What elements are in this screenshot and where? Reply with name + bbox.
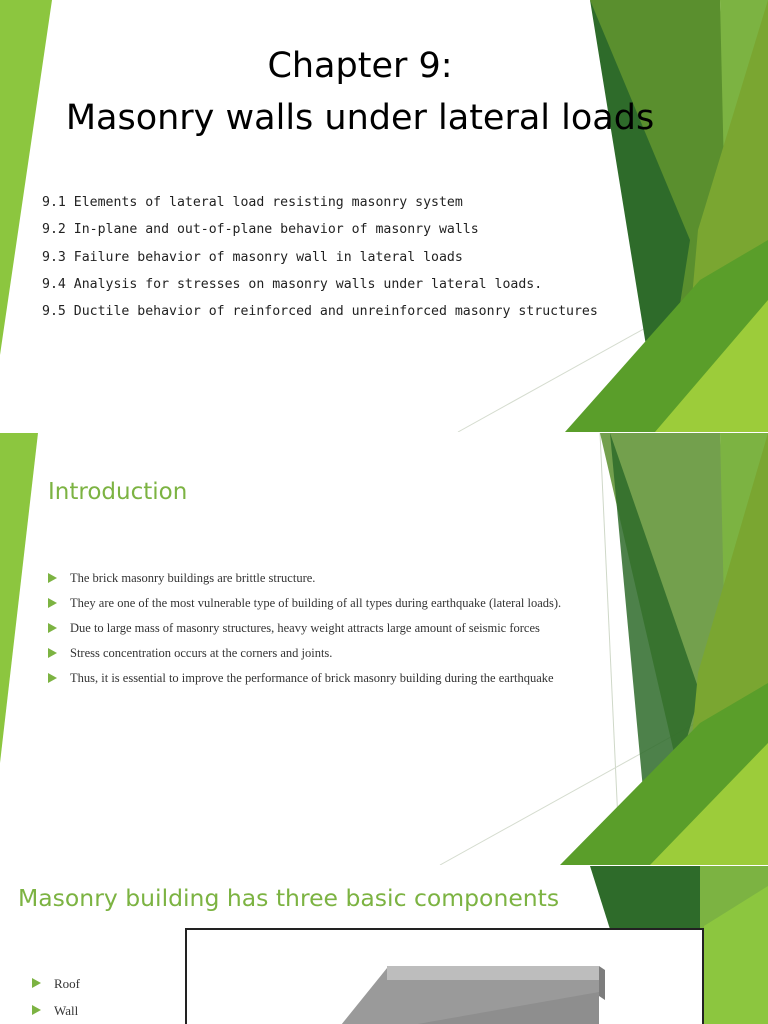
bullet-item [48,646,698,661]
bullet-item [48,596,698,611]
arrow-bullet-icon [32,978,41,988]
bullet-item [48,621,698,636]
arrow-bullet-icon [32,1005,41,1015]
bullet-text: Due to large mass of masonry structures, heavy weight attracts large amount of seismic forces [70,621,540,635]
contents-item: 9.4 Analysis for stresses on masonry walls under lateral loads. [42,276,543,292]
arrow-bullet-icon [48,598,57,608]
bullet-text: Wall [54,1003,79,1018]
arrow-bullet-icon [48,648,57,658]
section-heading: Introduction [48,479,188,505]
bullet-text: They are one of the most vulnerable type of building of all types during earthquake (lateral loads). [70,596,562,610]
arrow-bullet-icon [48,573,57,583]
bullet-text: The brick masonry buildings are brittle structure. [70,571,316,585]
introduction-bullet-list [48,571,698,696]
bullet-text: Thus, it is essential to improve the performance of brick masonry building during the earthquake [70,671,554,685]
contents-item: 9.2 In-plane and out-of-plane behavior of masonry walls [42,222,479,238]
bullet-item [48,671,698,686]
section-heading: Masonry building has three basic components [18,884,560,912]
bullet-item [32,1003,80,1024]
slide-components [0,866,768,1024]
chapter-contents-list [42,193,598,329]
bullet-text: Roof [54,976,80,991]
slide-introduction [0,433,768,865]
chapter-title: Masonry walls under lateral loads [65,98,655,138]
roof-slab-illustration [187,930,702,1024]
contents-item: 9.5 Ductile behavior of reinforced and unreinforced masonry structures [42,304,598,320]
chapter-number: Chapter 9: [267,46,453,86]
contents-item: 9.3 Failure behavior of masonry wall in lateral loads [42,249,463,265]
contents-item: 9.1 Elements of lateral load resisting masonry system [42,195,463,210]
arrow-bullet-icon [48,673,57,683]
bullet-text: Stress concentration occurs at the corners and joints. [70,646,333,660]
components-bullet-list [32,976,80,1024]
slide-chapter-title [0,0,768,432]
bullet-item [48,571,698,586]
arrow-bullet-icon [48,623,57,633]
bullet-item [32,976,80,1003]
building-figure [185,928,704,1024]
